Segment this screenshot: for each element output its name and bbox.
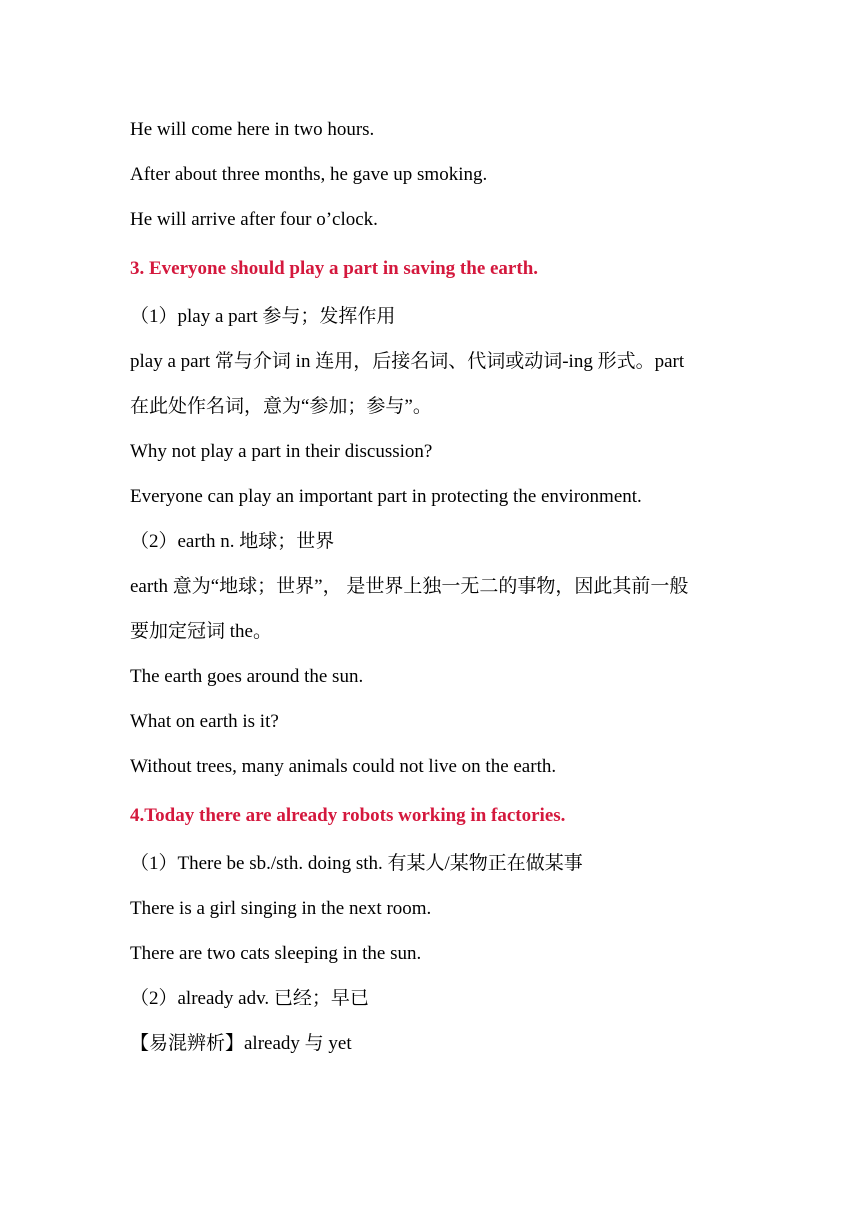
- explanation-text: play a part 常与介词 in 连用，后接名词、代词或动词-ing 形式。part: [130, 351, 685, 372]
- example-sentence: Why not play a part in their discussion?: [130, 441, 433, 462]
- section-heading: 4.Today there are already robots working in factories.: [130, 805, 566, 826]
- example-sentence: After about three months, he gave up smoking.: [130, 164, 488, 185]
- example-sentence: He will come here in two hours.: [130, 119, 375, 140]
- explanation-text: earth 意为“地球；世界”， 是世界上独一无二的事物，因此其前一般: [130, 576, 689, 597]
- example-sentence: What on earth is it?: [130, 711, 279, 732]
- section-heading: 3. Everyone should play a part in saving the earth.: [130, 258, 539, 279]
- example-sentence: There is a girl singing in the next room.: [130, 898, 432, 919]
- sub-point-title: （2）earth n. 地球；世界: [130, 531, 335, 552]
- comparison-label: 【易混辨析】already 与 yet: [130, 1033, 352, 1054]
- explanation-text: 在此处作名词，意为“参加；参与”。: [130, 396, 432, 417]
- example-sentence: There are two cats sleeping in the sun.: [130, 943, 422, 964]
- explanation-text: 要加定冠词 the。: [130, 621, 272, 642]
- example-sentence: Without trees, many animals could not live on the earth.: [130, 756, 557, 777]
- sub-point-title: （2）already adv. 已经；早已: [130, 988, 369, 1009]
- sub-point-title: （1）There be sb./sth. doing sth. 有某人/某物正在做某事: [130, 853, 583, 874]
- example-sentence: He will arrive after four o’clock.: [130, 209, 378, 230]
- example-sentence: Everyone can play an important part in protecting the environment.: [130, 486, 642, 507]
- example-sentence: The earth goes around the sun.: [130, 666, 364, 687]
- sub-point-title: （1）play a part 参与；发挥作用: [130, 306, 396, 327]
